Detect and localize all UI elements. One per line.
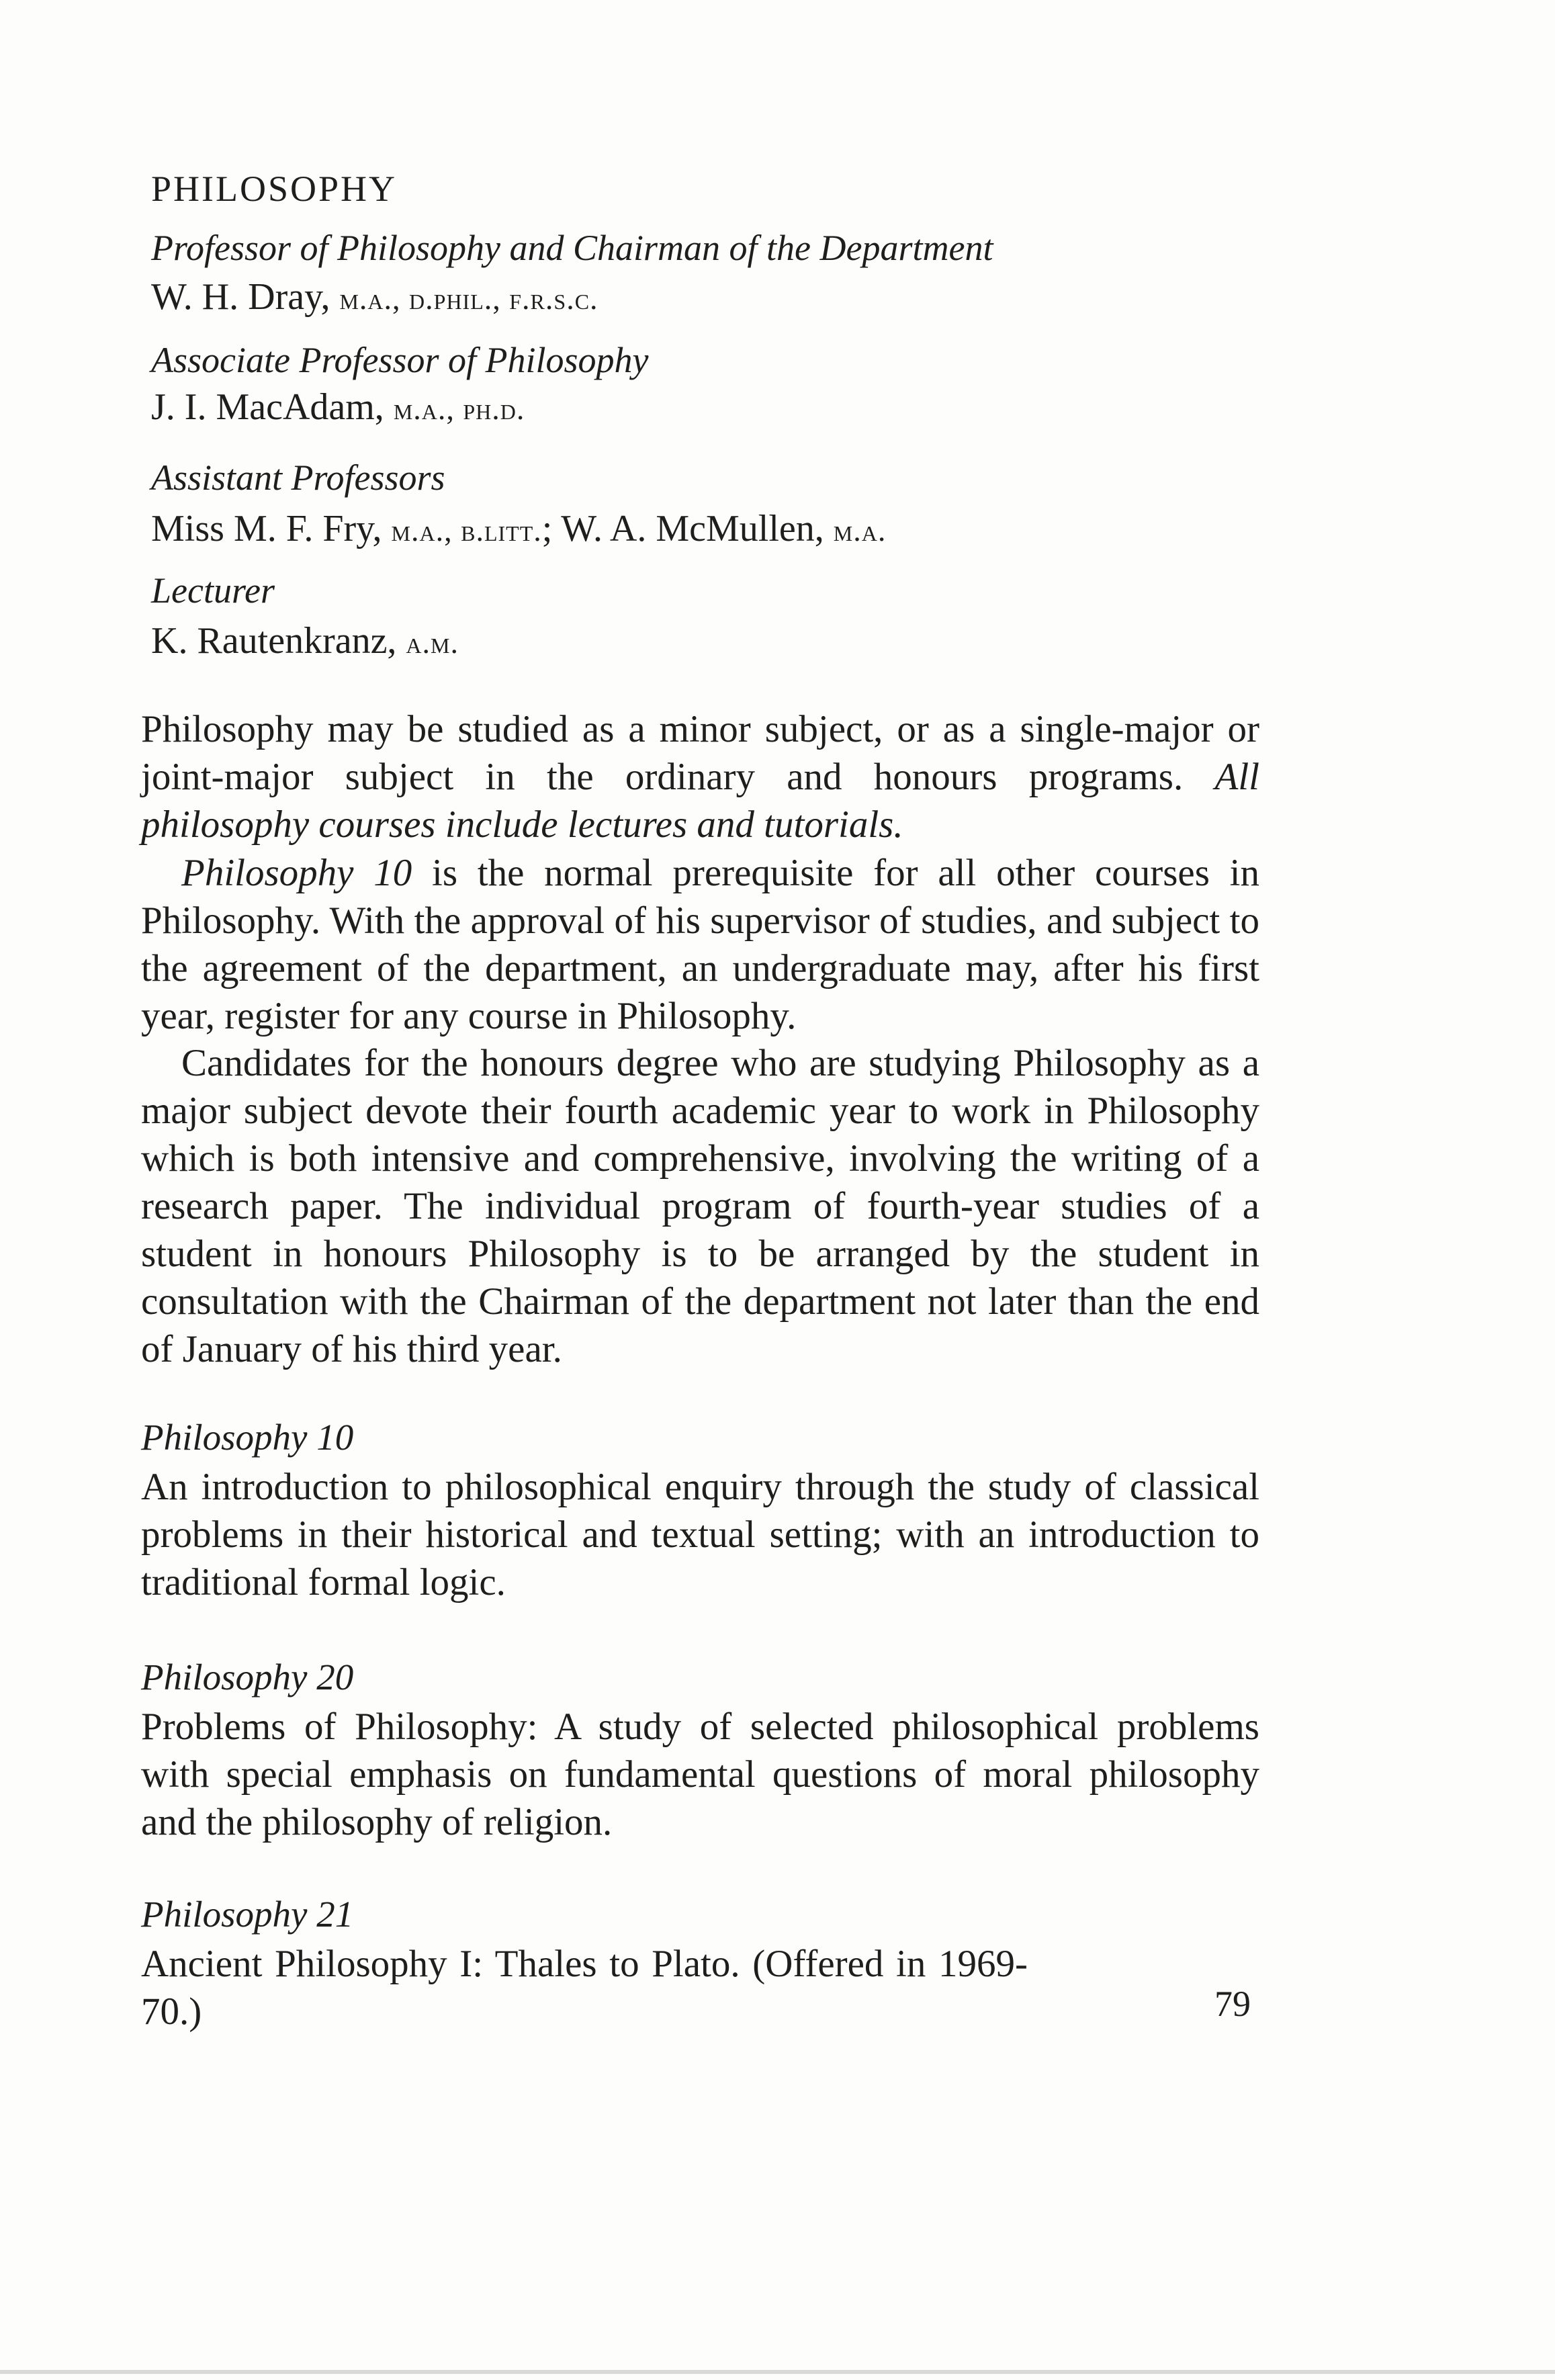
intro-emphasis: All philosophy courses include lectures and tutorials. — [141, 756, 1259, 846]
faculty-member — [151, 507, 886, 550]
prerequisite-paragraph — [141, 849, 1259, 1040]
faculty-member — [151, 275, 598, 318]
course-description: An introduction to philosophical enquiry through the study of classical problems in their historical and textual setting; with an introduction to traditional formal logic. — [141, 1466, 1259, 1603]
faculty-role: Assistant Professors — [151, 457, 445, 498]
faculty-degrees: a.m. — [406, 625, 459, 660]
faculty-member — [151, 386, 525, 429]
faculty-name: Miss M. F. Fry, — [151, 508, 392, 549]
faculty-name: W. H. Dray, — [151, 276, 340, 318]
intro-text: Philosophy may be studied as a minor subject, or as a single-major or joint-major subject in the ordinary and honours programs. — [141, 708, 1259, 798]
course-title: Philosophy 10 — [141, 1417, 354, 1458]
course-description: Problems of Philosophy: A study of selected philosophical problems with special emphasis on fundamental questions of moral philosophy and the philosophy of religion. — [141, 1706, 1259, 1843]
faculty-degrees: m.a. — [833, 513, 887, 547]
faculty-name: K. Rautenkranz, — [151, 620, 406, 662]
intro-paragraph — [141, 705, 1259, 848]
faculty-role: Professor of Philosophy and Chairman of the Department — [151, 228, 993, 268]
prerequisite-text: is the normal prerequisite for all other courses in Philosophy. With the approval of his supervisor of studies, and subject to the agreement of the department, an undergraduate may, after his first year, register for any course in Philosophy. — [141, 852, 1259, 1037]
faculty-member — [151, 619, 459, 662]
course-title: Philosophy 21 — [141, 1894, 354, 1935]
faculty-name: W. A. McMullen, — [561, 508, 834, 549]
faculty-role: Lecturer — [151, 570, 275, 611]
course-reference: Philosophy 10 — [181, 852, 412, 894]
faculty-separator: ; — [541, 508, 562, 549]
department-title: PHILOSOPHY — [151, 169, 398, 209]
faculty-degrees: m.a., ph.d. — [393, 392, 525, 426]
honours-paragraph: Candidates for the honours degree who are studying Philosophy as a major subject devote their fourth academic year to work in Philosophy which is both intensive and comprehensive, involving the writing of a research paper. The individual program of fourth-year studies of a student in honours Philosophy is to be arranged by the student in consultation with the Chairman of the department not later than the end of January of his third year. — [141, 1042, 1259, 1370]
bottom-divider — [0, 2370, 1555, 2374]
faculty-degrees: m.a., b.litt. — [391, 513, 542, 547]
course-title: Philosophy 20 — [141, 1657, 354, 1698]
course-description: Ancient Philosophy I: Thales to Plato. (Offered in 1969-70.) — [141, 1943, 1028, 2033]
faculty-name: J. I. MacAdam, — [151, 386, 394, 428]
page-number: 79 — [1214, 1984, 1251, 2024]
faculty-role: Associate Professor of Philosophy — [151, 340, 649, 380]
faculty-degrees: m.a., d.phil., f.r.s.c. — [339, 281, 598, 316]
